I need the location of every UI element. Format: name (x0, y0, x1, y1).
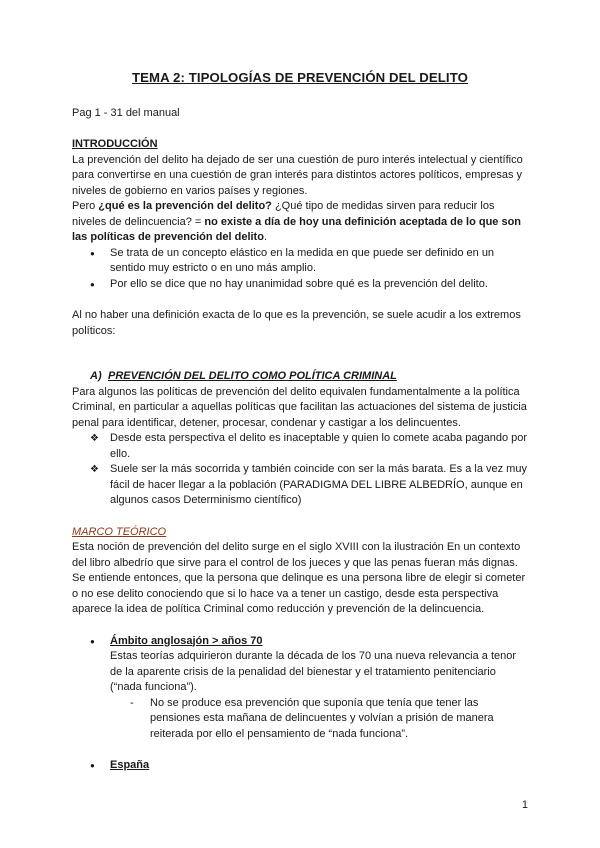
section-a-heading (72, 369, 528, 385)
intro-q-text-3: . (263, 231, 268, 243)
intro-q-text-1: Pero (72, 200, 99, 212)
section-a-paragraph: Para algunos las políticas de prevención del delito equivalen fundamentalmente a la política Criminal, en particular a aquellas políticas que facilitan las actuaciones del sistema de justicia penal para identificar, detener, procesar, condenar y castigar a los delincuentes. (72, 385, 527, 429)
ambito-heading: ● Ámbito anglosajón > años 70 (72, 634, 528, 650)
espana-heading: ● España (72, 758, 528, 774)
ambito-paragraph: Estas teorías adquirieron durante la década de los 70 una nueva relevancia a tenor de la aparente crisis de la penalidad del bienestar y el tratamiento penitenciario (“nada funciona”). (110, 650, 517, 693)
pages-reference: Pag 1 - 31 del manual (72, 106, 180, 119)
intro-q-bold-2: no existe a día de hoy una definición aceptada de lo que son las políticas de prevención del delito (72, 215, 522, 243)
section-a-letter: A) (90, 370, 102, 382)
intro-question-paragraph (72, 199, 528, 246)
document-title: TEMA 2: TIPOLOGÍAS DE PREVENCIÓN DEL DELITO (132, 70, 468, 85)
list-item: ❖ Desde esta perspectiva el delito es inaceptable y quien lo comete acaba pagando por ello. (72, 431, 528, 462)
intro-q-text-2: ¿Qué tipo de medidas sirven para reducir los niveles de delincuencia? = (72, 200, 495, 228)
list-item: - No se produce esa prevención que suponía que tenía que tener las pensiones esta mañana de delincuentes y volvían a prisión de manera reiterada por ello el pensamiento de “nada funciona”. (72, 696, 528, 743)
intro-bullet-list (72, 246, 528, 293)
document-page (72, 70, 528, 774)
ambito-dash-list (72, 696, 528, 743)
marco-teorico-paragraph: Esta noción de prevención del delito surge en el siglo XVIII con la ilustración En un contexto del libro albedrío que sirve para el control de los jueces y que las penas fueran más dignas. Se entiende entonces, que la persona que delinque es una persona libre de elegir si cometer o no ese delito conociendo que si lo hace va a tener un castigo, desde esta perspectiva aparece la idea de política Criminal como reducción y prevención de la delincuencia. (72, 541, 526, 615)
marco-teorico-heading: MARCO TEÓRICO (72, 525, 167, 538)
section-a-bullet-list (72, 431, 528, 509)
list-item: ● Se trata de un concepto elástico en la medida en que puede ser definido en un sentido muy estricto o en uno más amplio. (72, 246, 528, 277)
page-number: 1 (521, 799, 528, 811)
list-item: ● Por ello se dice que no hay unanimidad sobre qué es la prevención del delito. (72, 277, 528, 293)
intro-paragraph: La prevención del delito ha dejado de ser una cuestión de puro interés intelectual y científico para convertirse en una cuestión de gran interés para distintos actores políticos, empresas y niveles de gobierno en varios países y regiones. (72, 153, 523, 197)
list-item: ❖ Suele ser la más socorrida y también coincide con ser la más barata. Es a la vez muy fácil de hacer llegar a la población (PARADIGMA DEL LIBRE ALBEDRÍO, aunque en algunos casos Determinismo científico) (72, 462, 528, 509)
intro-closing-paragraph: Al no haber una definición exacta de lo que es la prevención, se suele acudir a los extremos políticos: (72, 309, 521, 337)
section-a-title: PREVENCIÓN DEL DELITO COMO POLÍTICA CRIMINAL (108, 370, 397, 382)
intro-heading: INTRODUCCIÓN (72, 138, 158, 150)
intro-q-bold-1: ¿qué es la prevención del delito? (98, 200, 272, 212)
